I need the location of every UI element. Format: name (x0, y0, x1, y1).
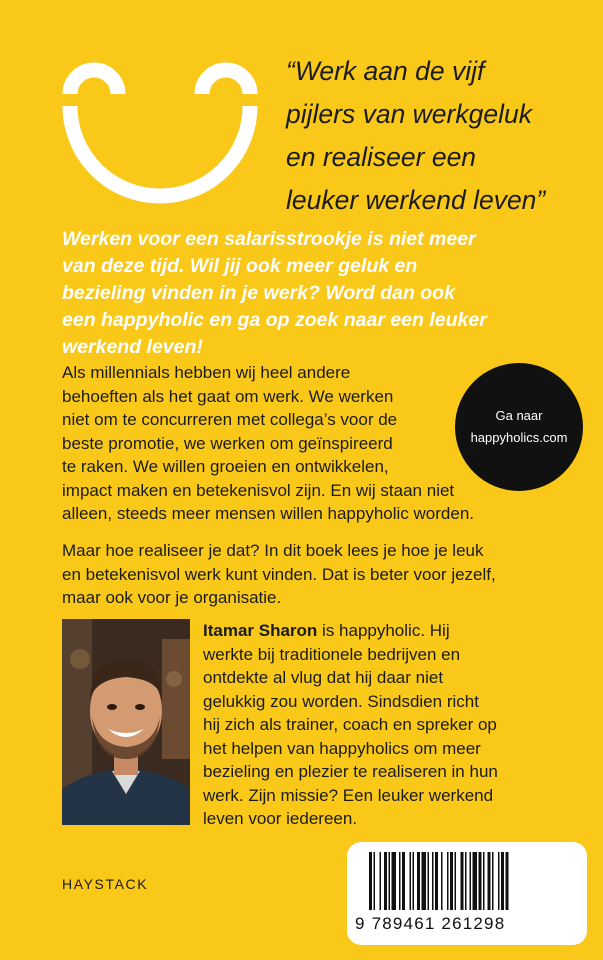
badge-url[interactable]: happyholics.com (470, 430, 568, 445)
bio-line: ontdekte al vlug dat hij daar niet (203, 668, 444, 687)
quote-line: “Werk aan de vijf (286, 56, 485, 86)
isbn-number: 9 789461 261298 (355, 914, 506, 933)
bio-line: het helpen van happyholics om meer (203, 738, 481, 758)
barcode-bar (470, 852, 472, 910)
barcode-bar (374, 852, 376, 910)
barcode-bar (432, 852, 434, 910)
smiley-logo (62, 58, 258, 204)
paragraph-line: Als millennials hebben wij heel andere (62, 363, 351, 382)
lead-line: werkend leven! (62, 336, 203, 358)
barcode-bar (369, 852, 372, 910)
barcode-bar (380, 852, 382, 910)
lead-line: Werken voor een salarisstrookje is niet meer (62, 228, 476, 250)
bio-line: werk. Zijn missie? Een leuker werkend (203, 785, 494, 805)
bio-line: hij zich als trainer, coach en spreker op (203, 715, 497, 734)
smiley-mouth (70, 106, 250, 196)
author-portrait-image (62, 619, 190, 825)
lead-line: van deze tijd. Wil jij ook meer geluk en (62, 255, 418, 277)
barcode-bar (399, 852, 401, 910)
quote-line: pijlers van werkgeluk (286, 99, 532, 129)
body-paragraph-2 (62, 539, 532, 610)
barcode-bar (498, 852, 500, 910)
barcode-bar (392, 852, 397, 910)
paragraph-line: Maar hoe realiseer je dat? In dit boek lees je hoe je leuk (62, 541, 484, 560)
smiley-left-eye (70, 70, 118, 94)
lead-line: een happyholic en ga op zoek naar een leuker (62, 309, 487, 331)
isbn-barcode (347, 842, 587, 945)
barcode-bar (501, 852, 504, 910)
barcode-bar (450, 852, 453, 910)
author-bio (203, 619, 593, 831)
paragraph-line: en betekenisvol werk kunt vinden. Dat is beter voor jezelf, (62, 564, 496, 584)
bio-line: gelukkig zou worden. Sindsdien richt (203, 691, 479, 711)
paragraph-line: behoeften als het gaat om werk. We werken (62, 386, 394, 406)
lead-paragraph (62, 226, 582, 361)
barcode-bar (422, 852, 427, 910)
barcode-bars (347, 842, 587, 912)
barcode-bar (441, 852, 443, 910)
barcode-bar (428, 852, 430, 910)
website-badge[interactable] (455, 363, 583, 491)
paragraph-line: niet om te concurreren met collega’s voor de (62, 410, 398, 429)
author-name: Itamar Sharon (203, 621, 318, 640)
barcode-bar (435, 852, 438, 910)
barcode-bar (461, 852, 464, 910)
paragraph-line: beste promotie, we werken om geïnspireerd (62, 433, 393, 453)
barcode-bar (473, 852, 478, 910)
lead-line: bezieling vinden in je werk? Word dan ook (62, 282, 455, 304)
barcode-bar (488, 852, 491, 910)
barcode-bar (483, 852, 485, 910)
barcode-bar (384, 852, 387, 910)
quote-line: leuker werkend leven” (286, 185, 546, 215)
badge-line-1: Ga naar (495, 408, 543, 423)
barcode-bar (410, 852, 412, 910)
bio-first-line (203, 619, 593, 643)
bio-line: werkte bij traditionele bedrijven en (203, 644, 461, 664)
paragraph-line: te raken. We willen groeien en ontwikkelen, (62, 457, 389, 476)
publisher-logo: HAYSTACK (62, 876, 149, 892)
barcode-bar (455, 852, 457, 910)
barcode-bar (402, 852, 405, 910)
paragraph-line: maar ook voor je organisatie. (62, 588, 282, 607)
author-photo (62, 619, 190, 825)
quote-line: en realiseer een (286, 142, 477, 172)
bio-first-line-rest: is happyholic. Hij (317, 621, 450, 640)
bio-line: leven voor iedereen. (203, 809, 358, 828)
barcode-bar (465, 852, 467, 910)
barcode-bar (417, 852, 420, 910)
barcode-bar (506, 852, 509, 910)
paragraph-line: impact maken en betekenisvol zijn. En wij staan niet (62, 480, 455, 500)
barcode-bar (413, 852, 415, 910)
barcode-bar (492, 852, 494, 910)
paragraph-line: alleen, steeds meer mensen willen happyholic worden. (62, 504, 475, 523)
barcode-bar (479, 852, 482, 910)
barcode-bar (447, 852, 449, 910)
barcode-bar (389, 852, 391, 910)
smiley-right-eye (202, 70, 250, 94)
cover-quote (286, 50, 586, 222)
bio-line: bezieling en plezier te realiseren in hun (203, 762, 498, 781)
